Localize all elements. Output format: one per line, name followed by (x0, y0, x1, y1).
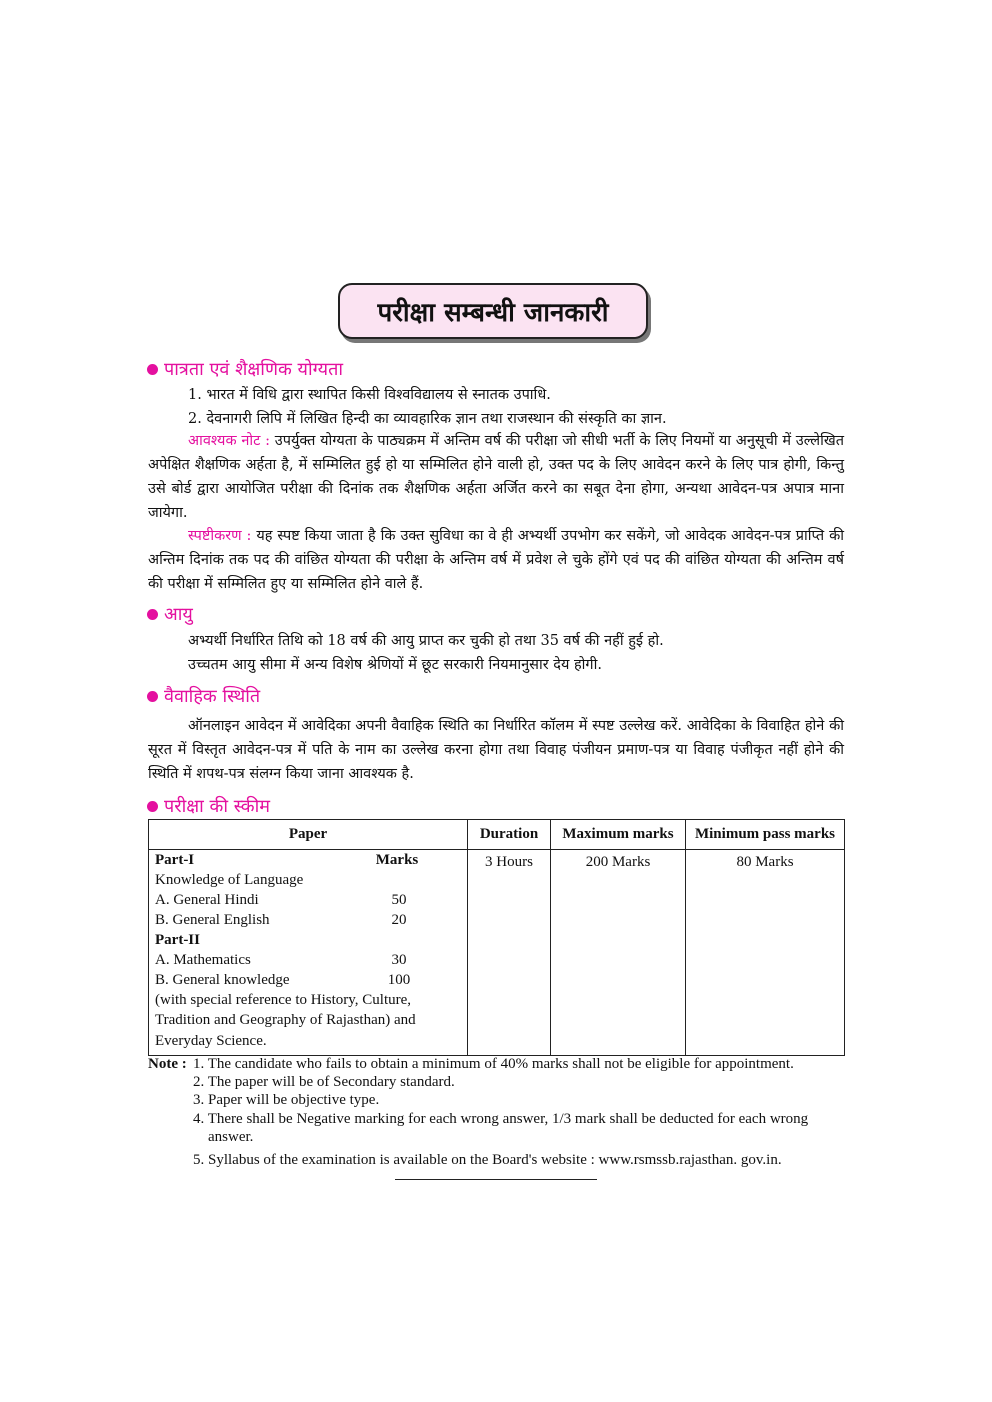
clarification-paragraph (148, 524, 844, 596)
note-item-4: 4. There shall be Negative marking for each wrong answer, 1/3 mark shall be deducted for each wrong (193, 1111, 809, 1127)
section-heading-eligibility (147, 357, 343, 381)
marital-paragraph: ऑनलाइन आवेदन में आवेदिका अपनी वैवाहिक स्थिति का निर्धारित कॉलम में स्पष्ट उल्लेख करें. आवेदिका के विवाहित होने की सूरत में विस्तृत आवेदन-पत्र में पति के नाम का उल्लेख करना होगा तथा विवाह पंजीयन प्रमाण-पत्र या विवाह पंजीकृत नहीं होने की स्थिति में शपथ-पत्र संलग्न किया जाना आवश्यक है. (148, 718, 844, 782)
heading-text: वैवाहिक स्थिति (164, 686, 261, 707)
marks-mathematics: 30 (391, 952, 407, 968)
subject-general-english: B. General English (155, 912, 270, 928)
bullet-icon (147, 364, 158, 375)
bullet-icon (147, 691, 158, 702)
subject-mathematics: A. Mathematics (155, 952, 251, 968)
gk-detail-line-2: Tradition and Geography of Rajasthan) and (155, 1012, 416, 1028)
note-item-5: 5. Syllabus of the examination is available on the Board's website : www.rsmssb.rajasthan. gov.in. (193, 1152, 782, 1168)
note-label: Note : (148, 1056, 187, 1072)
eligibility-item-1: 1. भारत में विधि द्वारा स्थापित किसी विश्वविद्यालय से स्नातक उपाधि. (188, 387, 551, 403)
section-heading-marital (147, 684, 260, 708)
table-row (149, 850, 845, 1056)
header-minimum-pass-marks: Minimum pass marks (686, 820, 845, 850)
header-maximum-marks: Maximum marks (551, 820, 686, 850)
important-note-paragraph (148, 429, 844, 525)
min-marks-cell: 80 Marks (686, 850, 845, 1056)
marks-general-knowledge: 100 (387, 972, 411, 988)
bullet-icon (147, 609, 158, 620)
max-marks-cell: 200 Marks (551, 850, 686, 1056)
bullet-icon (147, 801, 158, 812)
section-heading-scheme (147, 794, 270, 818)
duration-cell: 3 Hours (468, 850, 551, 1056)
subject-general-knowledge: B. General knowledge (155, 972, 290, 988)
important-note-label: आवश्यक नोट : (188, 433, 271, 449)
note-item-3: 3. Paper will be objective type. (193, 1092, 380, 1108)
paper-cell (149, 850, 468, 1056)
note-item-1: 1. The candidate who fails to obtain a minimum of 40% marks shall not be eligible for appointment. (193, 1056, 794, 1072)
marks-general-hindi: 50 (391, 892, 407, 908)
header-paper: Paper (149, 820, 468, 850)
heading-text: परीक्षा की स्कीम (164, 796, 270, 817)
important-note-text: उपर्युक्त योग्यता के पाठ्यक्रम में अन्तिम वर्ष की परीक्षा जो सीधी भर्ती के लिए नियमों या अनुसूची में उल्लेखित अपेक्षित शैक्षणिक अर्हता है, में सम्मिलित हुई हो या सम्मिलित होने वाली हो, उक्त पद के लिए आवेदन करने के लिए पात्र होगी, किन्तु उसे बोर्ड द्वारा आयोजित परीक्षा की दिनांक तक शैक्षणिक अर्हता अर्जित करने का सबूत देना होगा, अन्यथा आवेदन-पत्र अपात्र माना जायेगा. (148, 433, 844, 521)
table-header-row (149, 820, 845, 850)
marks-label: Marks (375, 852, 419, 868)
part1-label: Part-I (155, 852, 195, 868)
part2-label: Part-II (155, 932, 200, 948)
subject-general-hindi: A. General Hindi (155, 892, 259, 908)
age-line-1: अभ्यर्थी निर्धारित तिथि को 18 वर्ष की आयु प्राप्त कर चुकी हो तथा 35 वर्ष की नहीं हुई हो. (188, 633, 664, 649)
marks-general-english: 20 (391, 912, 407, 928)
clarification-label: स्पष्टीकरण : (188, 528, 252, 544)
heading-text: पात्रता एवं शैक्षणिक योग्यता (164, 359, 344, 380)
eligibility-item-2: 2. देवनागरी लिपि में लिखित हिन्दी का व्यावहारिक ज्ञान तथा राजस्थान की संस्कृति का ज्ञान. (188, 411, 667, 427)
exam-scheme-table (148, 819, 845, 1056)
end-rule-divider (395, 1179, 597, 1180)
clarification-text: यह स्पष्ट किया जाता है कि उक्त सुविधा का वे ही अभ्यर्थी उपभोग कर सकेंगे, जो आवेदक आवेदन-पत्र प्राप्ति की अन्तिम दिनांक तक पद की वांछित योग्यता की परीक्षा के अन्तिम वर्ष में प्रवेश ले चुके होंगे एवं पद की वांछित योग्यता की अन्तिम वर्ष की परीक्षा में सम्मिलित हुए या सम्मिलित होने वाले हैं. (148, 528, 844, 592)
section-heading-age (147, 602, 193, 626)
gk-detail-line-3: Everyday Science. (155, 1033, 267, 1049)
part1-title: Knowledge of Language (155, 872, 304, 888)
page-title: परीक्षा सम्बन्धी जानकारी (338, 283, 648, 339)
age-line-2: उच्चतम आयु सीमा में अन्य विशेष श्रेणियों में छूट सरकारी नियमानुसार देय होगी. (188, 657, 602, 673)
header-duration: Duration (468, 820, 551, 850)
gk-detail-line-1: (with special reference to History, Culture, (155, 992, 412, 1008)
note-item-2: 2. The paper will be of Secondary standard. (193, 1074, 455, 1090)
note-item-4-cont: answer. (208, 1129, 254, 1145)
heading-text: आयु (164, 604, 193, 625)
